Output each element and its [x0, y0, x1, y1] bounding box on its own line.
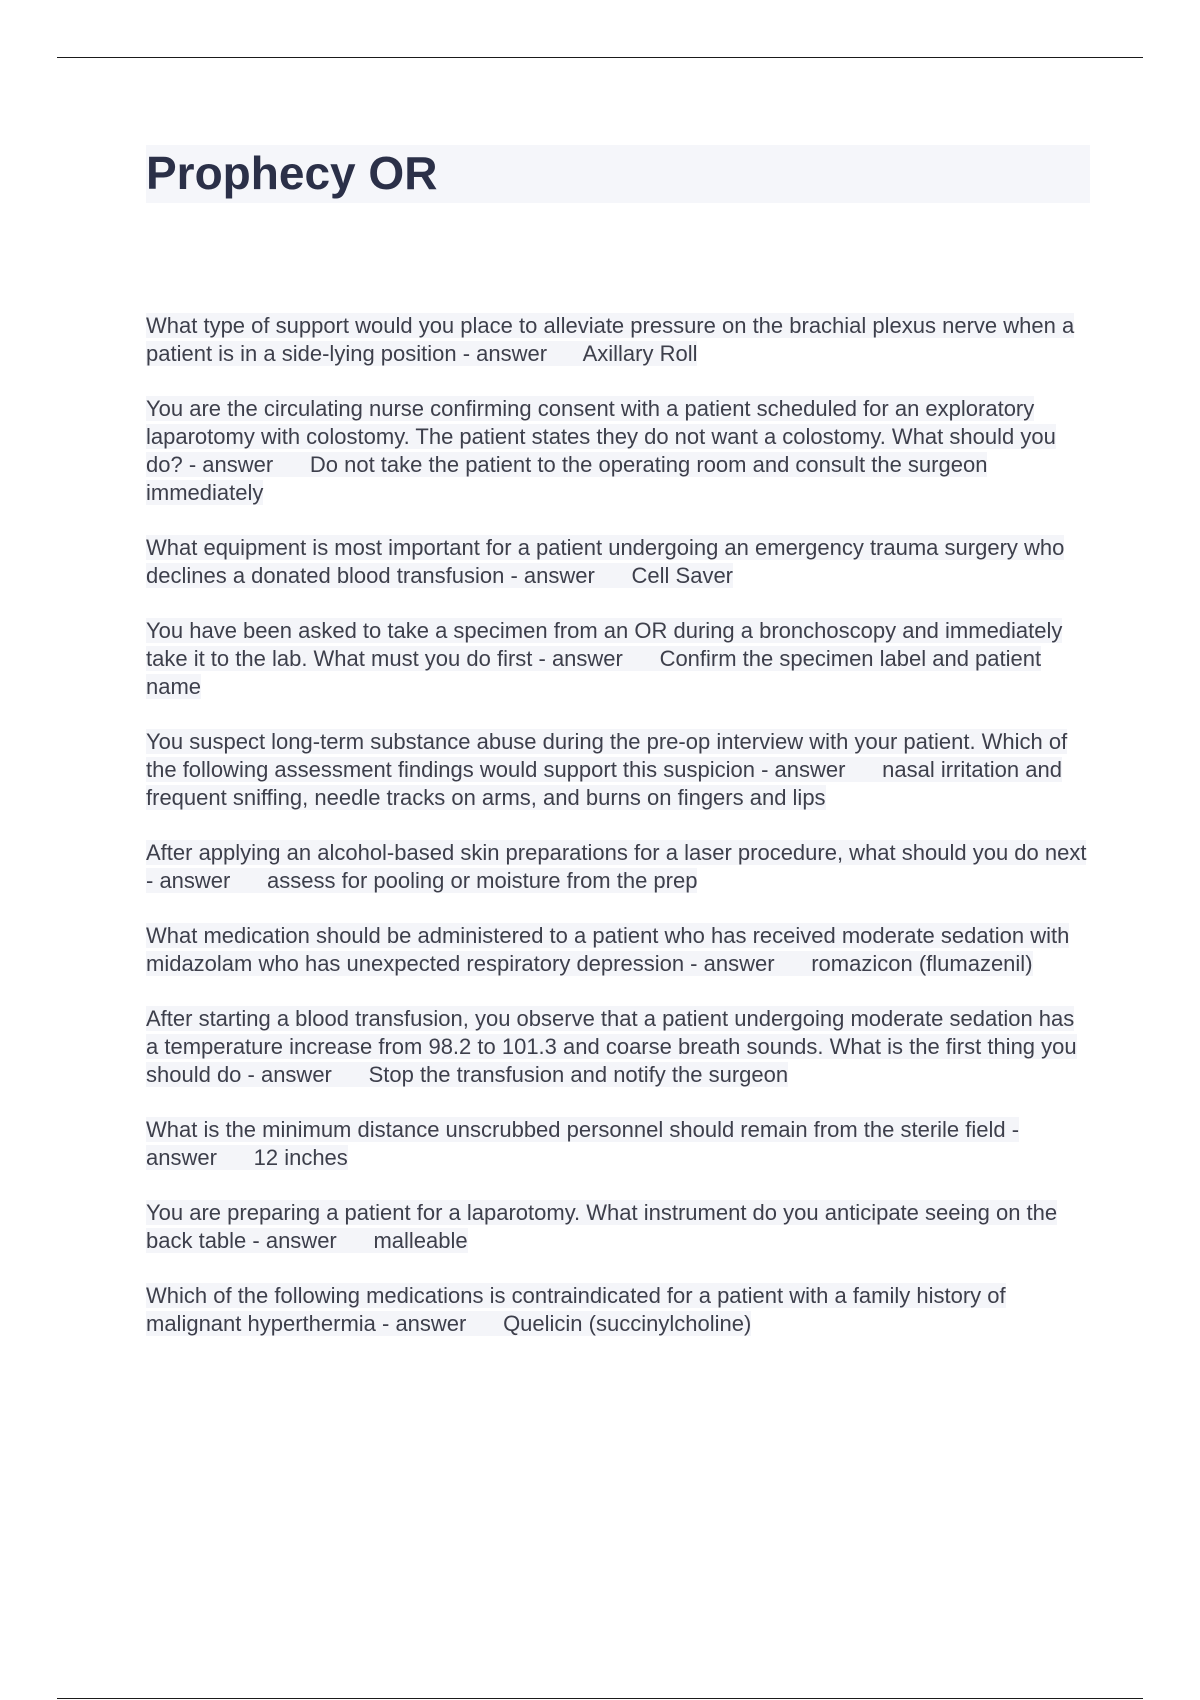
question-text: What type of support would you place to alleviate pressure on the brachial plexus nerve when a patient is in a side-lying position - answer	[146, 313, 1075, 366]
question-text: You suspect long-term substance abuse during the pre-op interview with your patient. Which of the following assessment findings would support this suspicion - answer	[146, 729, 1068, 782]
question-text: What medication should be administered to a patient who has received moderate sedation with midazolam who has unexpected respiratory depression - answer	[146, 923, 1070, 976]
answer-text: Cell Saver	[631, 563, 734, 588]
bottom-rule	[57, 1698, 1143, 1699]
question-text: Which of the following medications is contraindicated for a patient with a family history of malignant hyperthermia - answer	[146, 1283, 1006, 1336]
qa-item	[146, 922, 1090, 978]
qa-text	[146, 1282, 1090, 1338]
question-text: What equipment is most important for a patient undergoing an emergency trauma surgery who declines a donated blood transfusion - answer	[146, 535, 1065, 588]
qa-item	[146, 728, 1090, 812]
answer-text: romazicon (flumazenil)	[811, 951, 1033, 976]
answer-text: Do not take the patient to the operating room and consult the surgeon immediately	[146, 452, 988, 505]
answer-text: Axillary Roll	[582, 341, 698, 366]
qa-text	[146, 728, 1090, 812]
qa-text	[146, 1199, 1090, 1255]
qa-list	[146, 312, 1090, 1365]
answer-text: nasal irritation and frequent sniffing, needle tracks on arms, and burns on fingers and lips	[146, 757, 1062, 810]
qa-text	[146, 617, 1090, 701]
qa-item	[146, 395, 1090, 507]
document-title: Prophecy OR	[146, 147, 438, 199]
answer-text: 12 inches	[253, 1145, 348, 1170]
qa-item	[146, 1282, 1090, 1338]
qa-text	[146, 839, 1090, 895]
qa-text	[146, 1116, 1090, 1172]
answer-text: Quelicin (succinylcholine)	[503, 1311, 752, 1336]
question-text: After applying an alcohol-based skin preparations for a laser procedure, what should you do next - answer	[146, 840, 1087, 893]
qa-item	[146, 1116, 1090, 1172]
qa-item	[146, 534, 1090, 590]
top-rule	[57, 57, 1143, 58]
qa-text	[146, 1005, 1090, 1089]
question-text: You are preparing a patient for a laparotomy. What instrument do you anticipate seeing on the back table - answer	[146, 1200, 1058, 1253]
qa-text	[146, 312, 1090, 368]
qa-item	[146, 617, 1090, 701]
question-text: What is the minimum distance unscrubbed personnel should remain from the sterile field - answer	[146, 1117, 1020, 1170]
qa-item	[146, 312, 1090, 368]
qa-item	[146, 1199, 1090, 1255]
answer-text: malleable	[373, 1228, 468, 1253]
answer-text: Stop the transfusion and notify the surgeon	[368, 1062, 789, 1087]
question-text: You have been asked to take a specimen from an OR during a bronchoscopy and immediately take it to the lab. What must you do first - answer	[146, 618, 1063, 671]
qa-text	[146, 534, 1090, 590]
question-text: You are the circulating nurse confirming consent with a patient scheduled for an exploratory laparotomy with colostomy. The patient states they do not want a colostomy. What should you do? - answer	[146, 396, 1056, 477]
answer-text: Confirm the specimen label and patient name	[146, 646, 1042, 699]
qa-item	[146, 1005, 1090, 1089]
qa-text	[146, 922, 1090, 978]
qa-item	[146, 839, 1090, 895]
qa-text	[146, 395, 1090, 507]
answer-text: assess for pooling or moisture from the prep	[267, 868, 698, 893]
question-text: After starting a blood transfusion, you observe that a patient undergoing moderate sedation has a temperature increase from 98.2 to 101.3 and coarse breath sounds. What is the first thing you should do - answer	[146, 1006, 1077, 1087]
